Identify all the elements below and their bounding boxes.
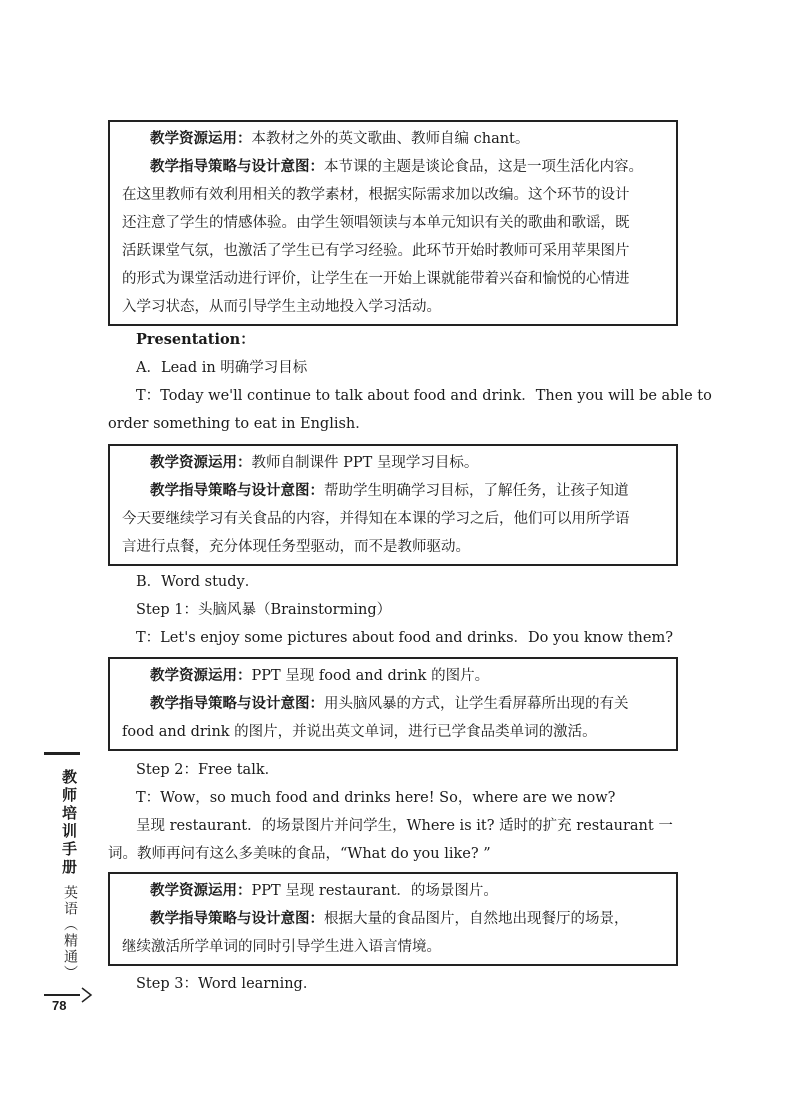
resource-box-2 bbox=[108, 444, 678, 566]
side-tab-title: 教师培训手册 bbox=[60, 769, 78, 877]
teacher-line-3: T：Wow，so much food and drinks here! So，where are we now? bbox=[136, 790, 616, 806]
box1-line2: 教学指导策略与设计意图：本节课的主题是谈论食品，这是一项生活化内容。 bbox=[150, 158, 643, 175]
teacher-line-2: T：Let's enjoy some pictures about food and drinks．Do you know them? bbox=[136, 630, 673, 646]
resource-box-4 bbox=[108, 872, 678, 966]
box3-line1: 教学资源运用：PPT 呈现 food and drink 的图片。 bbox=[150, 667, 490, 684]
box4-line1: 教学资源运用：PPT 呈现 restaurant．的场景图片。 bbox=[150, 882, 498, 899]
paragraph-line-1b: 词。教师再问有这么多美味的食品，“What do you like? ” bbox=[108, 846, 491, 862]
word-study-heading: B．Word study． bbox=[136, 574, 260, 590]
side-tab-subtitle: 英语（精通） bbox=[62, 885, 78, 981]
step2-line: Step 2：Free talk． bbox=[136, 762, 280, 778]
teacher-line-1b: order something to eat in English． bbox=[108, 416, 370, 432]
lead-in-line: A．Lead in 明确学习目标 bbox=[136, 360, 308, 376]
paragraph-line-1a: 呈现 restaurant．的场景图片并问学生，Where is it? 适时的扩充 restaurant 一 bbox=[136, 818, 673, 834]
box1-line4: 还注意了学生的情感体验。由学生领唱领读与本单元知识有关的歌曲和歌谣，既 bbox=[122, 215, 630, 231]
box4-line3: 继续激活所学单词的同时引导学生进入语言情境。 bbox=[122, 939, 441, 955]
box1-line6: 的形式为课堂活动进行评价，让学生在一开始上课就能带着兴奋和愉悦的心情进 bbox=[122, 271, 630, 287]
box1-line3: 在这里教师有效利用相关的教学素材，根据实际需求加以改编。这个环节的设计 bbox=[122, 187, 630, 203]
teacher-line-1a: T：Today we'll continue to talk about food and drink．Then you will be able to bbox=[136, 388, 712, 404]
box2-line2: 教学指导策略与设计意图：帮助学生明确学习目标，了解任务，让孩子知道 bbox=[150, 482, 629, 499]
box4-line2: 教学指导策略与设计意图：根据大量的食品图片，自然地出现餐厅的场景， bbox=[150, 910, 629, 927]
chevron-right-icon bbox=[80, 986, 94, 1004]
box3-line2: 教学指导策略与设计意图：用头脑风暴的方式，让学生看屏幕所出现的有关 bbox=[150, 695, 629, 712]
box1-line5: 活跃课堂气氛，也激活了学生已有学习经验。此环节开始时教师可采用苹果图片 bbox=[122, 243, 630, 259]
step3-line: Step 3：Word learning． bbox=[136, 976, 318, 992]
step1-line: Step 1：头脑风暴（Brainstorming） bbox=[136, 602, 392, 618]
resource-box-1 bbox=[108, 120, 678, 326]
page-number-rule bbox=[44, 994, 80, 996]
box2-line4: 言进行点餐，充分体现任务型驱动，而不是教师驱动。 bbox=[122, 539, 470, 555]
box2-line3: 今天要继续学习有关食品的内容，并得知在本课的学习之后，他们可以用所学语 bbox=[122, 511, 630, 527]
resource-box-3 bbox=[108, 657, 678, 751]
box1-line7: 入学习状态，从而引导学生主动地投入学习活动。 bbox=[122, 299, 441, 315]
box2-line1: 教学资源运用：教师自制课件 PPT 呈现学习目标。 bbox=[150, 454, 479, 471]
box3-line3: food and drink 的图片，并说出英文单词，进行已学食品类单词的激活。 bbox=[122, 724, 597, 740]
box1-line1: 教学资源运用：本教材之外的英文歌曲、教师自编 chant。 bbox=[150, 130, 530, 147]
page-number: 78 bbox=[52, 998, 67, 1013]
presentation-heading: Presentation： bbox=[136, 331, 255, 348]
side-tab bbox=[44, 752, 80, 1023]
